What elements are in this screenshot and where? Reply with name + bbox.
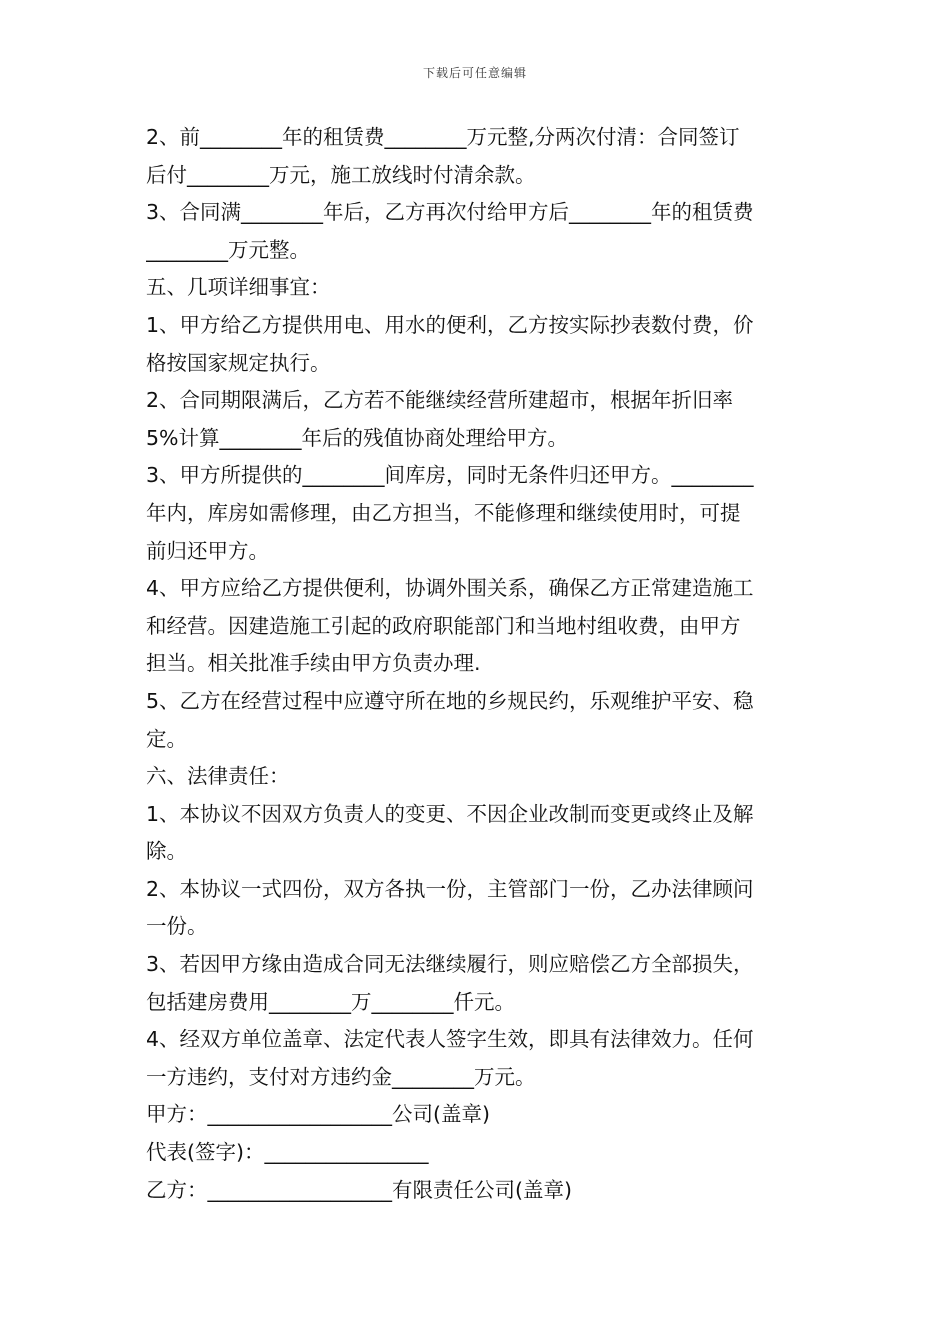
text-line: 3、合同满________年后，乙方再次付给甲方后________年的租赁费	[146, 200, 754, 225]
text-line: ________万元整。	[146, 237, 310, 262]
page-header: 下载后可任意编辑	[422, 66, 527, 80]
text-line: 2、前________年的租赁费________万元整,分两次付清：合同签订	[146, 125, 740, 149]
text-line: 一份。	[146, 914, 208, 939]
text-line: 担当。相关批准手续由甲方负责办理.	[146, 651, 481, 676]
text-line: 后付________万元，施工放线时付清余款。	[146, 162, 536, 187]
text-line: 2、合同期限满后，乙方若不能继续经营所建超市，根据年折旧率	[146, 388, 734, 413]
text-line: 定。	[146, 726, 187, 751]
text-line: 一方违约，支付对方违约金________万元。	[146, 1064, 536, 1089]
text-line: 4、甲方应给乙方提供便利，协调外围关系，确保乙方正常建造施工	[146, 576, 754, 601]
text-line: 3、若因甲方缘由造成合同无法继续履行，则应赔偿乙方全部损失，	[146, 952, 754, 977]
text-line: 5、乙方在经营过程中应遵守所在地的乡规民约，乐观维护平安、稳	[146, 688, 754, 713]
signature-line-party-b: 乙方：__________________有限责任公司(盖章)	[146, 1177, 572, 1202]
text-line: 4、经双方单位盖章、法定代表人签字生效，即具有法律效力。任何	[146, 1027, 754, 1052]
text-line: 2、本协议一式四份，双方各执一份，主管部门一份，乙办法律顾问	[146, 876, 754, 901]
document-body	[146, 119, 808, 1209]
text-line: 除。	[146, 839, 187, 864]
text-line: 和经营。因建造施工引起的政府职能部门和当地村组收费，由甲方	[146, 613, 741, 638]
text-line: 5%计算________年后的残值协商处理给甲方。	[146, 425, 569, 450]
text-line: 1、甲方给乙方提供用电、用水的便利，乙方按实际抄表数付费，价	[146, 312, 754, 337]
text-line: 年内，库房如需修理，由乙方担当，不能修理和继续使用时，可提	[146, 500, 741, 525]
text-line: 3、甲方所提供的________间库房，同时无条件归还甲方。________	[146, 463, 754, 488]
text-line: 前归还甲方。	[146, 538, 269, 563]
signature-line-representative: 代表(签字)：________________	[146, 1140, 429, 1165]
text-line: 格按国家规定执行。	[146, 350, 331, 375]
text-line: 1、本协议不因双方负责人的变更、不因企业改制而变更或终止及解	[146, 801, 754, 826]
section-heading: 五、几项详细事宜：	[146, 275, 331, 300]
signature-line-party-a: 甲方：__________________公司(盖章)	[146, 1102, 490, 1127]
section-heading: 六、法律责任：	[146, 764, 290, 789]
text-line: 包括建房费用________万________仟元。	[146, 989, 515, 1014]
